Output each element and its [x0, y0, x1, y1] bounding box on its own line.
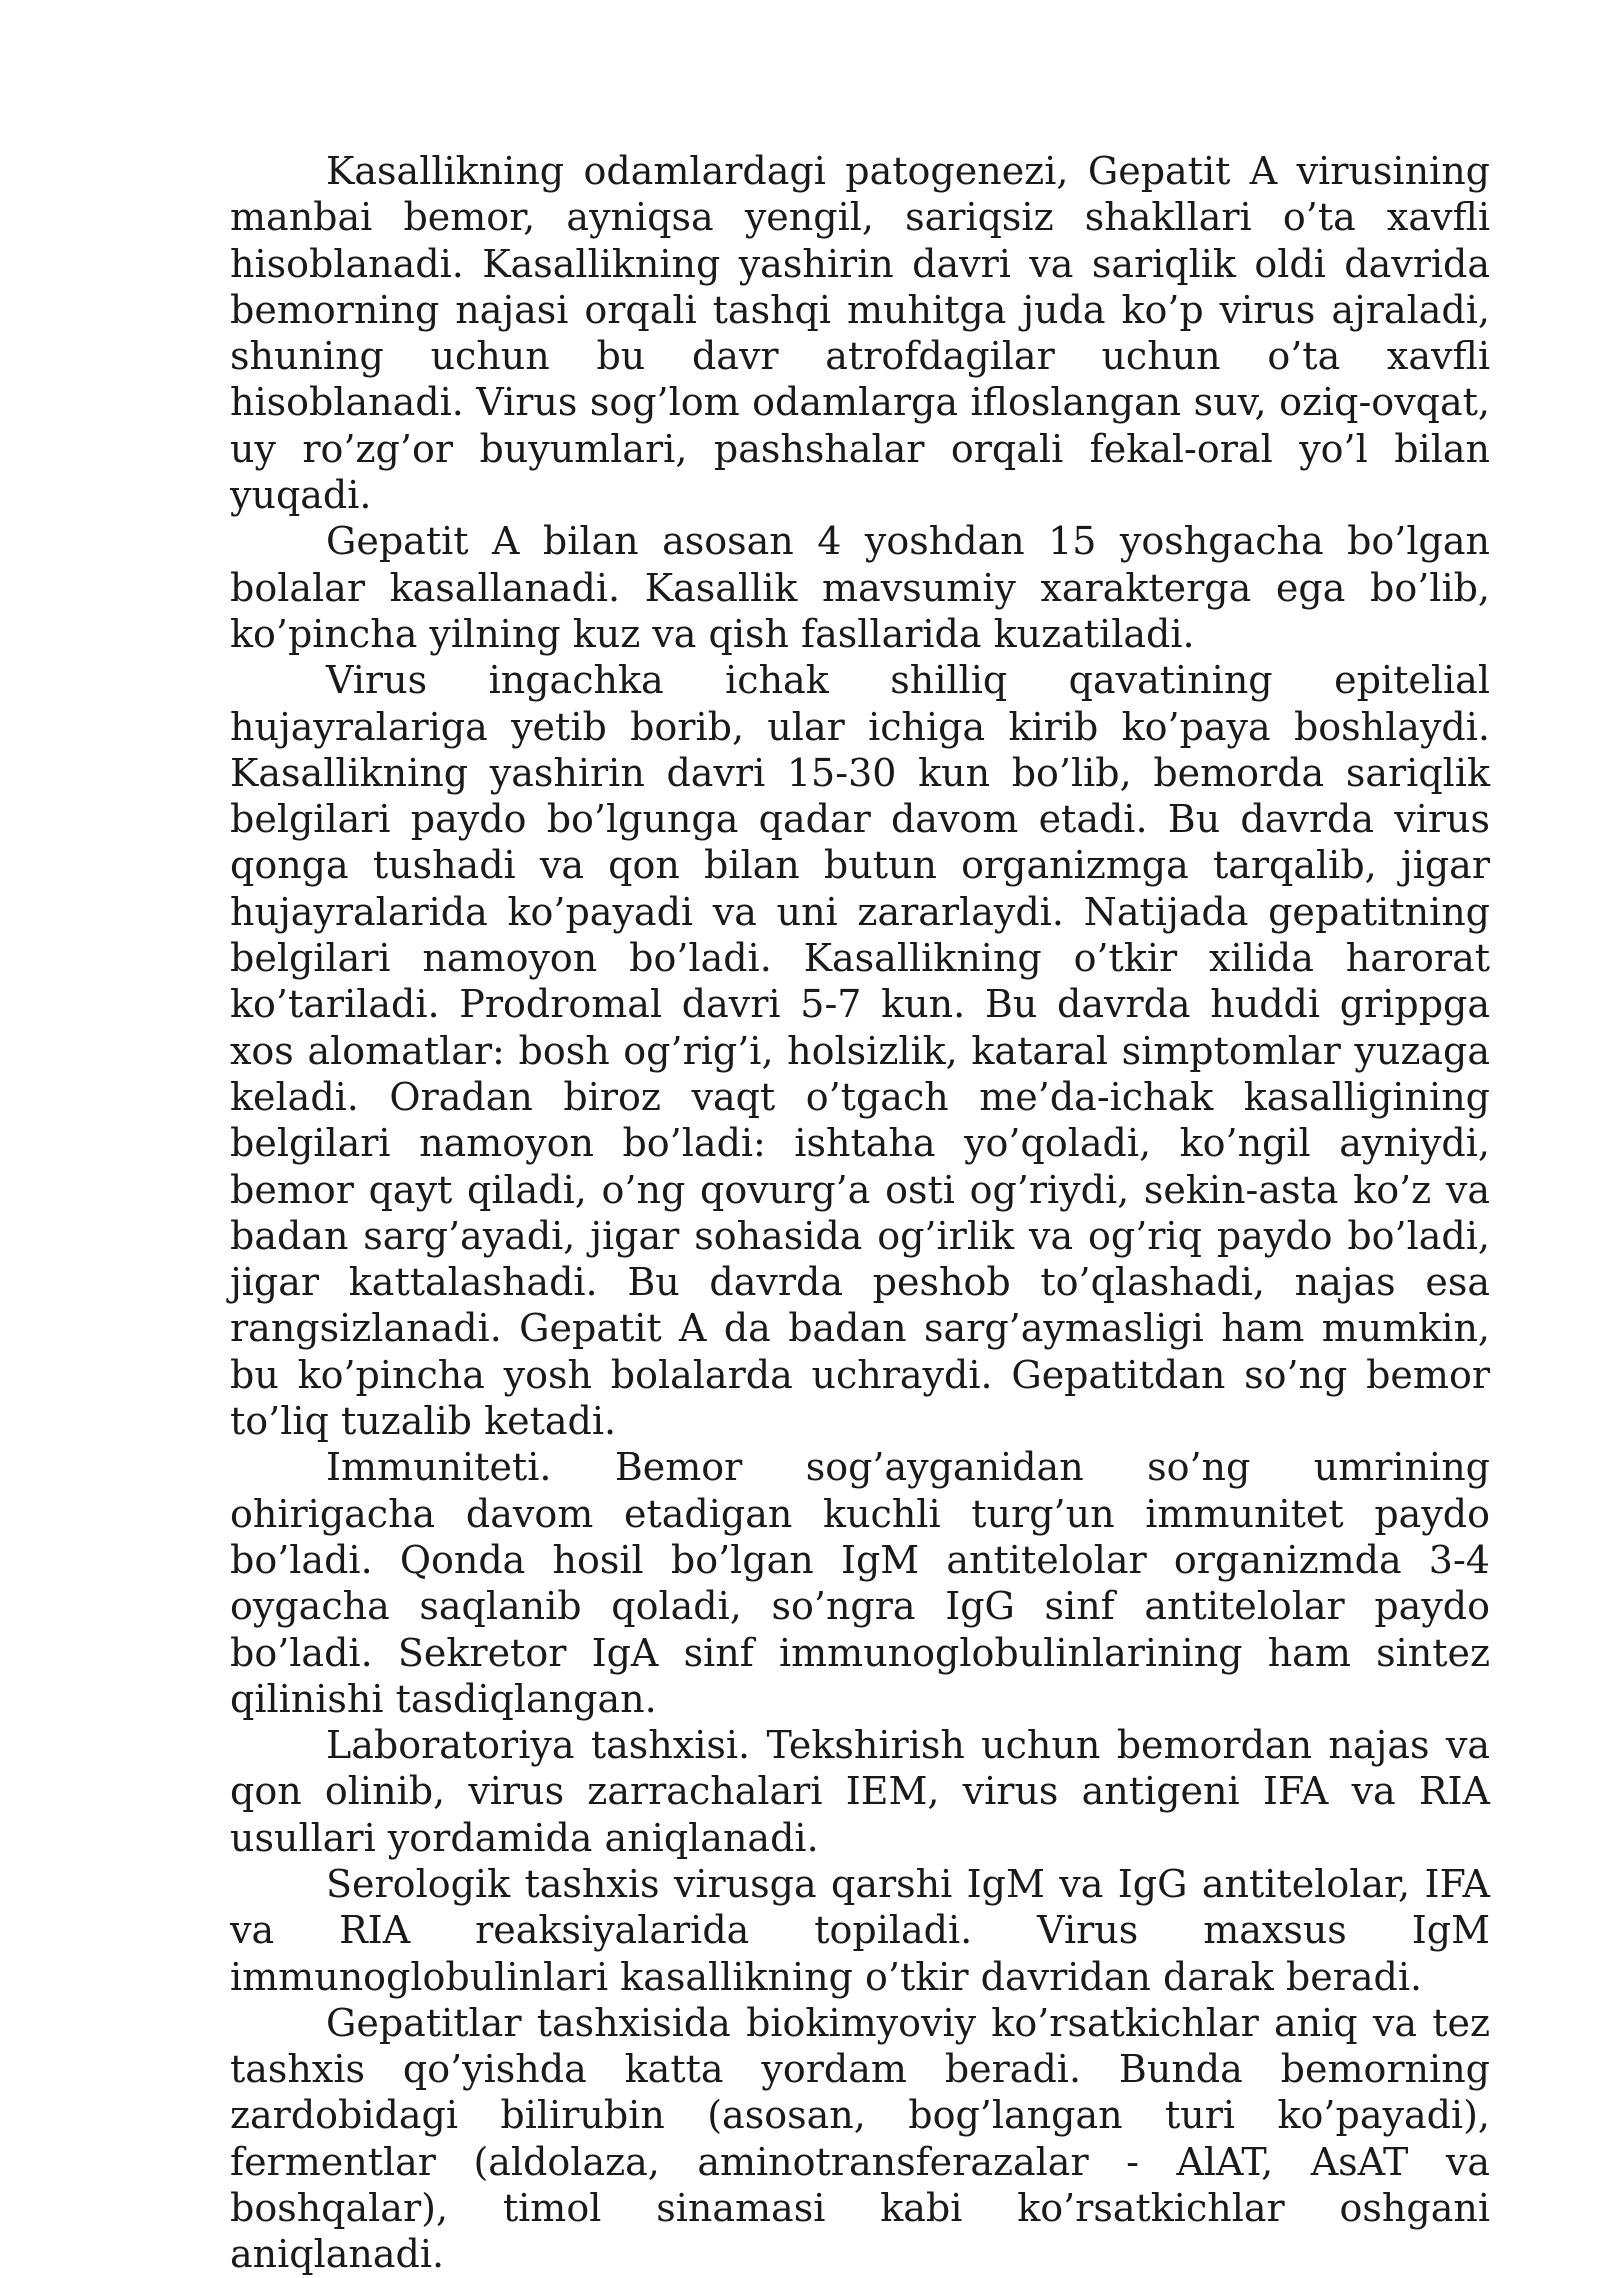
document-page	[230, 148, 1490, 2278]
paragraph-serologic-diagnosis: Serologik tashxis virusga qarshi IgM va IgG antitelolar, IFA va RIA reaksiyalarida topiladi. Virus maxsus IgM immunoglobulinlari kasallikning o’tkir davridan darak beradi.	[230, 1861, 1490, 1999]
paragraph-pathogenesis: Kasallikning odamlardagi patogenezi, Gepatit A virusining manbai bemor, ayniqsa yengil, sariqsiz shakllari o’ta xavfli hisoblanadi. Kasallikning yashirin davri va sariqlik oldi davrida bemorning najasi orqali tashqi muhitga juda ko’p virus ajraladi, shuning uchun bu davr atrofdagilar uchun o’ta xavfli hisoblanadi. Virus sog’lom odamlarga ifloslangan suv, oziq-ovqat, uy ro’zg’or buyumlari, pashshalar orqali fekal-oral yo’l bilan yuqadi.	[230, 149, 1490, 518]
paragraph-age-seasonality: Gepatit A bilan asosan 4 yoshdan 15 yoshgacha bo’lgan bolalar kasallanadi. Kasallik mavsumiy xarakterga ega bo’lib, ko’pincha yilning kuz va qish fasllarida kuzatiladi.	[230, 519, 1490, 656]
paragraph-lab-diagnosis: Laboratoriya tashxisi. Tekshirish uchun bemordan najas va qon olinib, virus zarrachalari IEM, virus antigeni IFA va RIA usullari yordamida aniqlanadi.	[230, 1723, 1490, 1860]
paragraph-immunity: Immuniteti. Bemor sog’ayganidan so’ng umrining ohirigacha davom etadigan kuchli turg’un immunitet paydo bo’ladi. Qonda hosil bo’lgan IgM antitelolar organizmda 3-4 oygacha saqlanib qoladi, so’ngra IgG sinf antitelolar paydo bo’ladi. Sekretor IgA sinf immunoglobulinlarining ham sintez qilinishi tasdiqlangan.	[230, 1445, 1490, 1721]
paragraph-clinical-course: Virus ingachka ichak shilliq qavatining epitelial hujayralariga yetib borib, ular ichiga kirib ko’paya boshlaydi. Kasallikning yashirin davri 15-30 kun bo’lib, bemorda sariqlik belgilari paydo bo’lgunga qadar davom etadi. Bu davrda virus qonga tushadi va qon bilan butun organizmga tarqalib, jigar hujayralarida ko’payadi va uni zararlaydi. Natijada gepatitning belgilari namoyon bo’ladi. Kasallikning o’tkir xilida harorat ko’tariladi. Prodromal davri 5-7 kun. Bu davrda huddi grippga xos alomatlar: bosh og’rig’i, holsizlik, kataral simptomlar yuzaga keladi. Oradan biroz vaqt o’tgach me’da-ichak kasalligining belgilari namoyon bo’ladi: ishtaha yo’qoladi, ko’ngil ayniydi, bemor qayt qiladi, o’ng qovurg’a osti og’riydi, sekin-asta ko’z va badan sarg’ayadi, jigar sohasida og’irlik va og’riq paydo bo’ladi, jigar kattalashadi. Bu davrda peshob to’qlashadi, najas esa rangsizlanadi. Gepatit A da badan sarg’aymasligi ham mumkin, bu ko’pincha yosh bolalarda uchraydi. Gepatitdan so’ng bemor to’liq tuzalib ketadi.	[230, 658, 1490, 1444]
paragraph-biochemical-indicators: Gepatitlar tashxisida biokimyoviy ko’rsatkichlar aniq va tez tashxis qo’yishda katta yordam beradi. Bunda bemorning zardobidagi bilirubin (asosan, bog’langan turi ko’payadi), fermentlar (aldolaza, aminotransferazalar - AlAT, AsAT va boshqalar), timol sinamasi kabi ko’rsatkichlar oshgani aniqlanadi.	[230, 2000, 1490, 2277]
